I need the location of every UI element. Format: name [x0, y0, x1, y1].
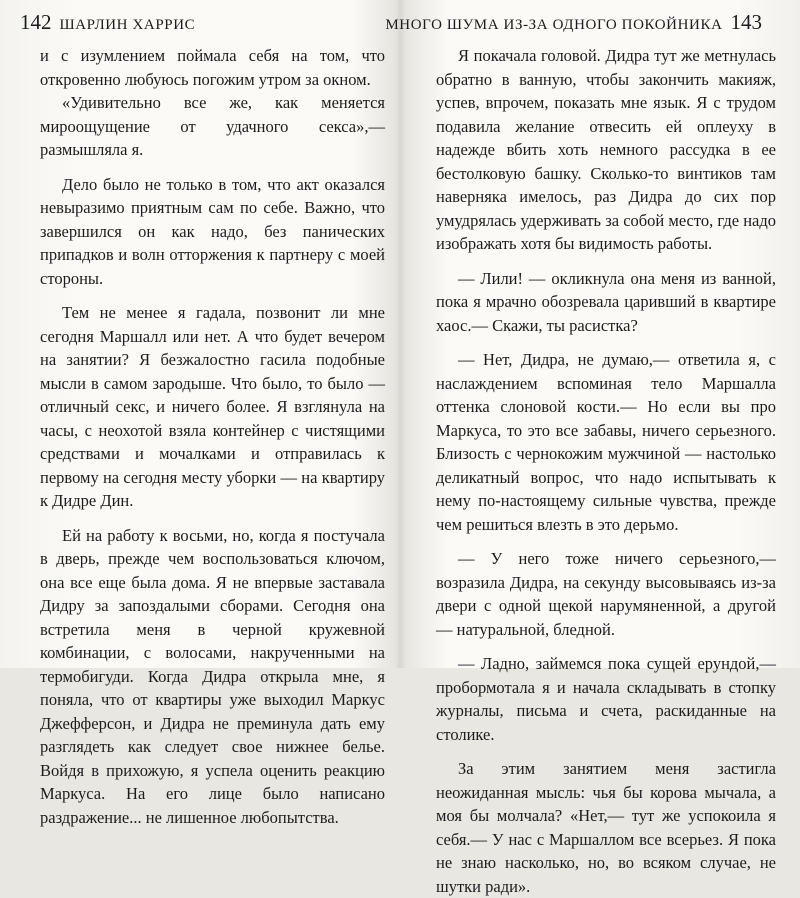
left-running-head: [20, 11, 203, 36]
left-body-text: [40, 44, 385, 829]
right-body-text: [436, 44, 776, 898]
paragraph: — Лили! — окликнула она меня из ванной, пока я мрачно обозревала царивший в квартире хаос.— Скажи, ты расистка?: [436, 268, 776, 335]
left-page: [0, 0, 398, 827]
paragraph: — Нет, Дидра, не думаю,— ответила я, с наслаждением вспоминая тело Маршалла оттенка слоновой кости.— Но если вы про Маркуса, то это все забавы, ничего серьезного. Близость с чернокожим мужчиной — настолько деликатный вопрос, что надо испытывать к нему по-настоящему сильные чувства, прежде чем решиться влезть в это дерьмо.: [436, 350, 776, 534]
right-running-head: [377, 11, 762, 36]
paragraph: — Ладно, займемся пока сущей ерундой,— пробормотала я и начала складывать в стопку журналы, письма и счета, раскиданные на столике.: [436, 654, 776, 744]
paragraph: Тем не менее я гадала, позвонит ли мне сегодня Маршалл или нет. А что будет вечером на занятии? Я безжалостно гасила подобные мысли в самом зародыше. Что было, то было — отличный секс, и ничего более. Я взглянула на часы, с неохотой взяла контейнер с чистящими средствами и мочалками и отправилась к первому на сегодня месту уборки — на квартиру к Дидре Дин.: [40, 303, 385, 510]
paragraph: и с изумлением поймала себя на том, что откровенно любуюсь погожим утром за окном.: [40, 46, 385, 89]
right-page-number: 143: [730, 10, 762, 34]
paragraph: За этим занятием меня застигла неожиданная мысль: чья бы корова мычала, а моя бы молчала? «Нет,— тут же успокоила я себя.— У нас с Маршаллом все всерьез. Я пока не знаю насколько, но, во всяком случае, не шутки ради».: [436, 759, 776, 896]
paragraph: — У него тоже ничего серьезного,— возразила Дидра, на секунду высовываясь из-за двери с одной щекой нарумяненной, а другой — натуральной, бледной.: [436, 549, 776, 639]
right-running-title: МНОГО ШУМА ИЗ-ЗА ОДНОГО ПОКОЙНИКА: [385, 17, 723, 33]
left-page-number: 142: [20, 10, 52, 34]
paragraph: Дело было не только в том, что акт оказался невыразимо приятным сам по себе. Важно, что завершился он как надо, без панических припадков и волн отторжения к партнеру с моей стороны.: [40, 174, 385, 288]
left-running-title: ШАРЛИН ХАРРИС: [59, 17, 196, 33]
paragraph: «Удивительно все же, как меняется мироощущение от удачного секса»,— размышляла я.: [40, 93, 385, 159]
paragraph: Я покачала головой. Дидра тут же метнулась обратно в ванную, чтобы закончить макияж, успев, впрочем, показать мне язык. Я с трудом подавила желание отвесить ей оплеуху в надежде вбить хоть немного рассудка в ее бестолковую башку. Сколько-то винтиков там наверняка имелось, раз Дидра до сих пор умудрялась удерживать за собой место, где надо изображать хотя бы видимость работы.: [436, 46, 776, 253]
right-page: [385, 0, 800, 896]
paragraph: Ей на работу к восьми, но, когда я постучала в дверь, прежде чем воспользоваться ключом, она все еще была дома. Я не впервые заставала Дидру за запоздалыми сборами. Сегодня она встретила меня в черной кружевной комбинации, с волосами, накрученными на термобигуди. Когда Дидра открыла мне, я поняла, что от квартиры уже выходил Маркус Джефферсон, и Дидра не преминула дать ему разглядеть как следует свое нижнее белье. Войдя в прихожую, я успела оценить реакцию Маркуса. На его лице было написано раздражение... не лишенное любопытства.: [40, 525, 385, 827]
